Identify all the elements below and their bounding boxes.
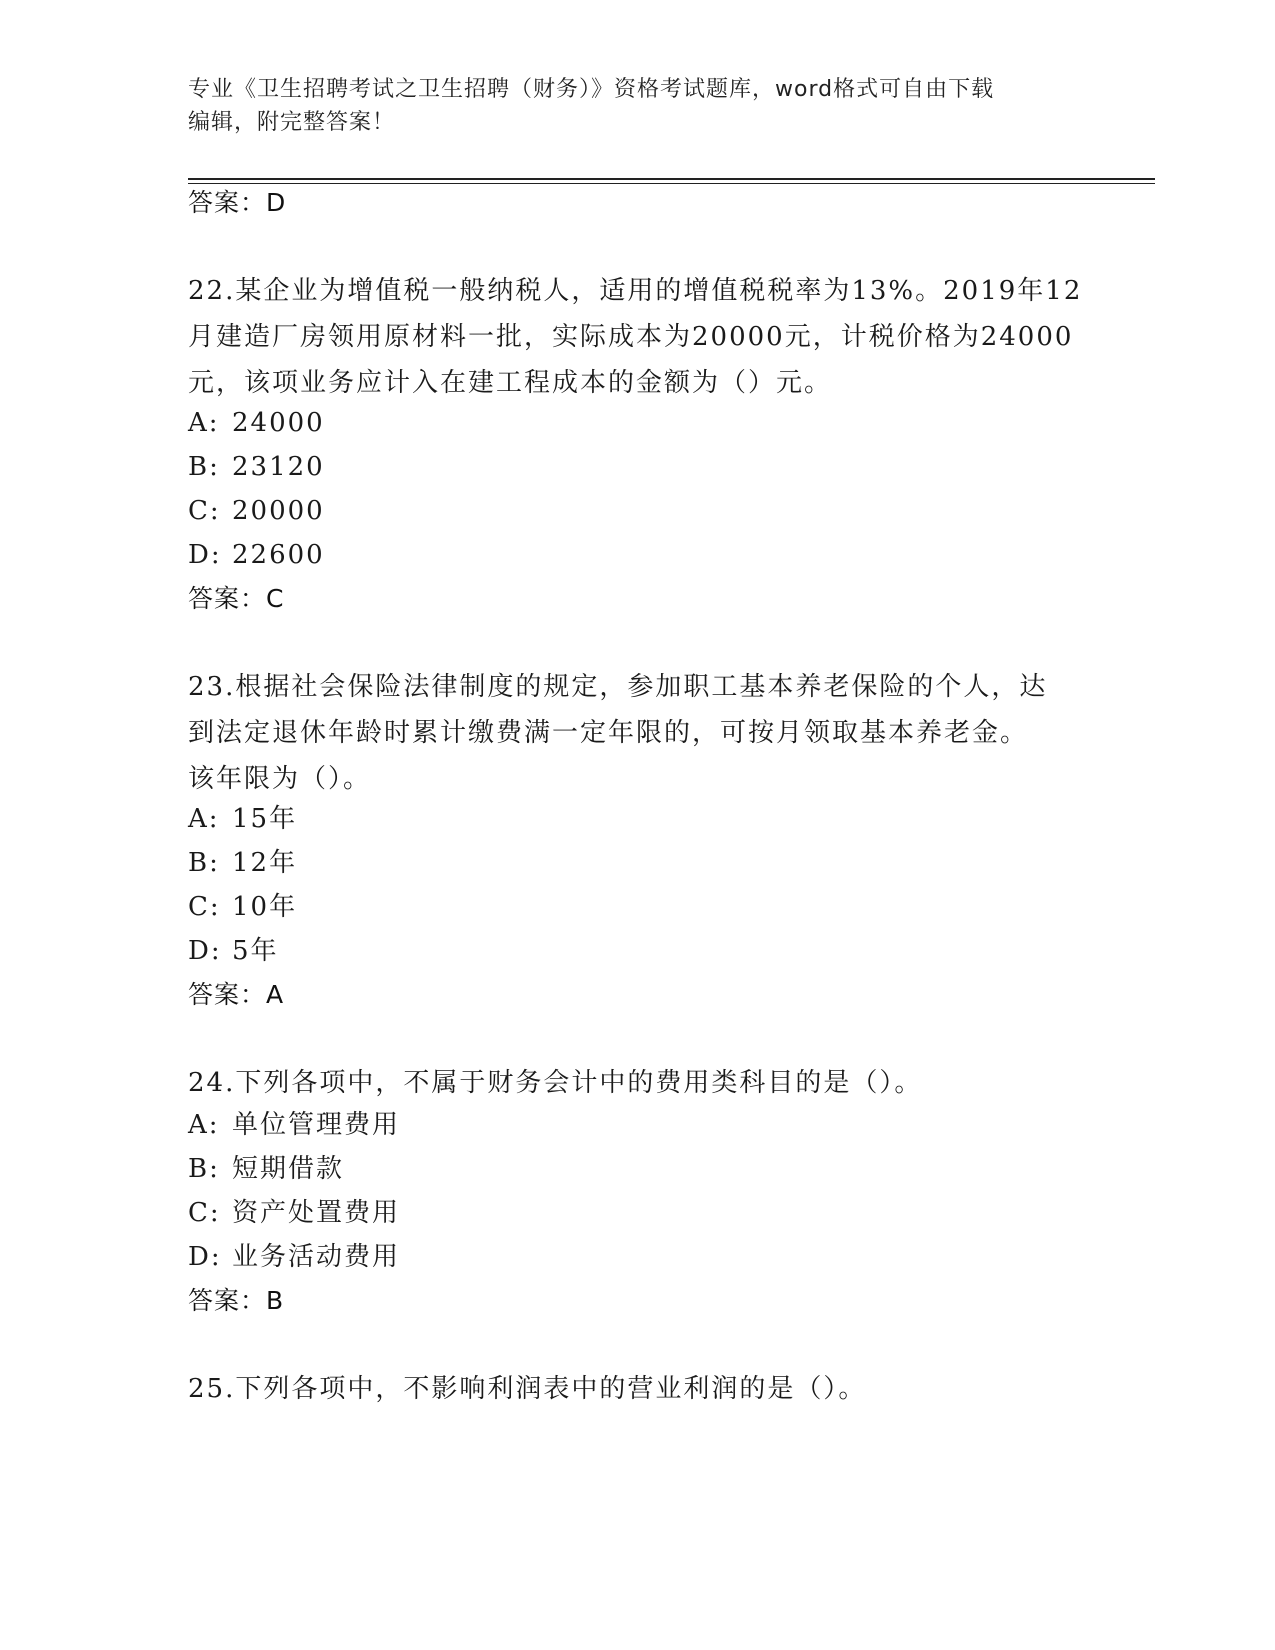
option-letter: A: (188, 408, 220, 438)
option-d (188, 538, 325, 572)
option-letter: B: (188, 452, 220, 482)
answer-line: 答案：A (188, 980, 285, 1009)
option-b (188, 1152, 344, 1186)
option-d (188, 934, 279, 968)
option-text: 12年 (232, 848, 298, 878)
answer-line: 答案：D (188, 188, 287, 217)
question-24 (188, 1060, 1088, 1106)
option-text: 资产处置费用 (232, 1198, 401, 1228)
option-text: 单位管理费用 (232, 1110, 401, 1140)
option-letter: D: (188, 936, 222, 966)
option-letter: C: (188, 892, 221, 922)
option-letter: B: (188, 848, 220, 878)
option-letter: C: (188, 1198, 221, 1228)
option-letter: C: (188, 496, 221, 526)
option-text: 10年 (232, 892, 298, 922)
option-text: 15年 (232, 804, 298, 834)
question-text-line: 元，该项业务应计入在建工程成本的金额为（）元。 (188, 368, 833, 398)
question-22 (188, 268, 1088, 406)
option-a (188, 406, 325, 440)
option-b (188, 846, 297, 880)
answer-line: 答案：B (188, 1286, 285, 1315)
option-text: 5年 (232, 936, 279, 966)
option-text: 20000 (232, 496, 325, 526)
option-a (188, 1108, 400, 1142)
option-text: 业务活动费用 (232, 1242, 401, 1272)
question-text-line: 22.某企业为增值税一般纳税人，适用的增值税税率为13%。2019年12 (188, 276, 1083, 306)
question-text-line: 25.下列各项中，不影响利润表中的营业利润的是（）。 (188, 1374, 867, 1404)
option-c (188, 1196, 400, 1230)
option-letter: A: (188, 804, 220, 834)
option-letter: D: (188, 1242, 222, 1272)
option-c (188, 890, 297, 924)
option-text: 短期借款 (232, 1154, 345, 1184)
option-text: 23120 (232, 452, 325, 482)
option-text: 22600 (232, 540, 325, 570)
option-a (188, 802, 297, 836)
answer-line: 答案：C (188, 584, 285, 613)
question-text-line: 到法定退休年龄时累计缴费满一定年限的，可按月领取基本养老金。 (188, 718, 1029, 748)
question-text-line: 该年限为（）。 (188, 764, 372, 794)
option-b (188, 450, 325, 484)
question-text-line: 23.根据社会保险法律制度的规定，参加职工基本养老保险的个人，达 (188, 672, 1048, 702)
document-header (188, 73, 1068, 139)
option-d (188, 1240, 400, 1274)
header-divider-thick (188, 178, 1155, 180)
option-text: 24000 (232, 408, 325, 438)
question-text-line: 月建造厂房领用原材料一批，实际成本为20000元，计税价格为24000 (188, 322, 1074, 352)
header-line-1: 专业《卫生招聘考试之卫生招聘（财务）》资格考试题库，word格式可自由下载 (188, 77, 995, 102)
option-letter: B: (188, 1154, 220, 1184)
question-25 (188, 1366, 1088, 1412)
header-divider-thin (188, 183, 1155, 184)
option-c (188, 494, 325, 528)
question-text-line: 24.下列各项中，不属于财务会计中的费用类科目的是（）。 (188, 1068, 923, 1098)
option-letter: A: (188, 1110, 220, 1140)
option-letter: D: (188, 540, 222, 570)
question-23 (188, 664, 1088, 802)
header-line-2: 编辑，附完整答案！ (188, 110, 396, 135)
